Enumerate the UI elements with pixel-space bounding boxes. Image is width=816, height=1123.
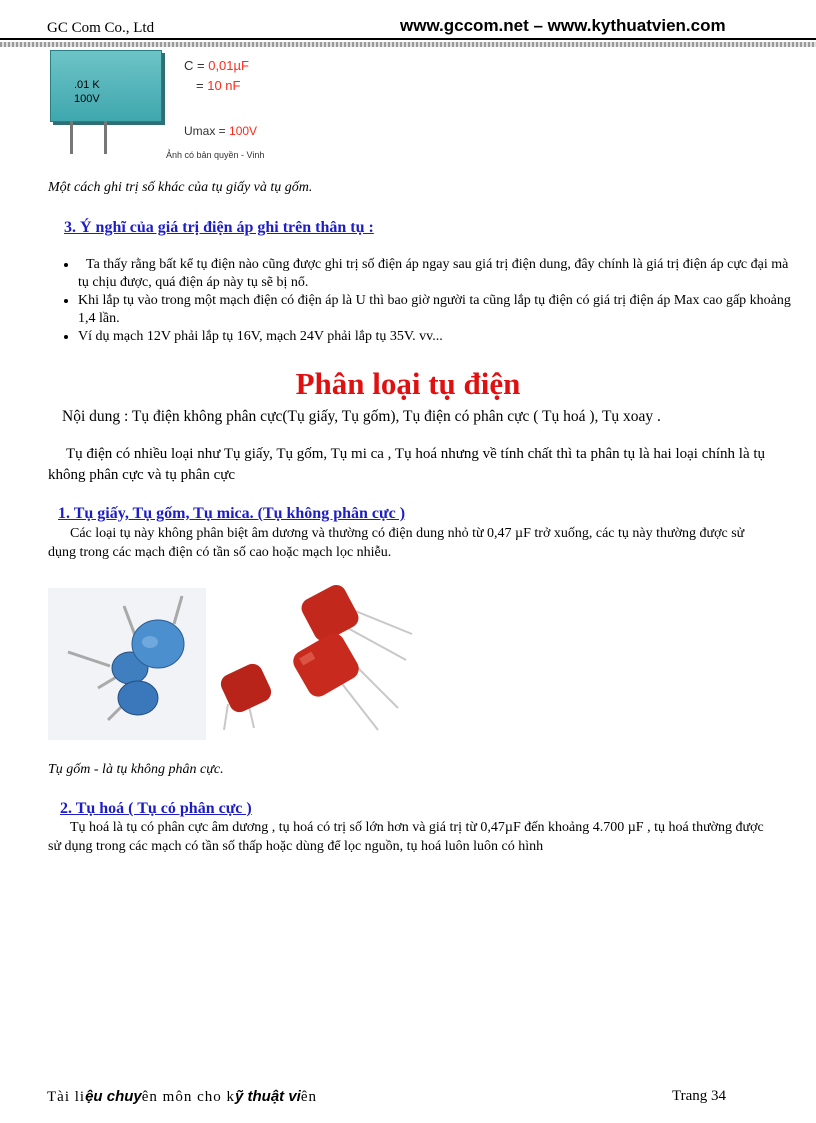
capacitor-lead-left [70,121,73,154]
section3-heading [48,219,374,237]
contents-line: Nội dung : Tụ điện không phân cực(Tụ giấy, Tụ gốm), Tụ điện có phân cực ( Tụ hoá ), Tụ xoay . [62,408,661,425]
section3-bullet-list [48,256,800,346]
capacitance-value: 0,01µF [208,58,249,73]
capacitance-formula [184,58,249,73]
capacitor-lead-right [104,121,107,154]
header-websites: www.gccom.net – www.kythuatvien.com [400,16,726,35]
list-item [78,256,800,292]
footer-title-part: Tài li [47,1089,86,1105]
section1-body: Các loại tụ này không phân biệt âm dương và thường có điện dung nhỏ từ 0,47 µF trở xuống, các tụ này thường được sử dụng trong các mạch điện có tần số cao hoặc mạch lọc nhiễu. [48,526,745,560]
image-copyright: Ảnh có bản quyền - Vinh [166,150,265,160]
capacitor-photo-illustration [48,580,414,742]
nanofarad-value: 10 nF [207,78,241,93]
capacitor-code-line1: .01 K [74,79,100,91]
list-item [78,328,800,346]
figure2-caption: Tụ gốm - là tụ không phân cực. [48,762,224,777]
header-rule-pattern [0,42,816,47]
footer-title-part: ên [300,1089,318,1105]
intro-paragraph: Tụ điện có nhiều loại như Tụ giấy, Tụ gốm, Tụ mi ca , Tụ hoá nhưng về tính chất thì ta phân tụ là hai loại chính là tụ không phân cực và tụ phân cực [48,446,766,483]
section2-heading-text: 2. Tụ hoá ( Tụ có phân cực ) [60,800,252,817]
footer-title-part: ỹ thuật vi [235,1088,301,1105]
header-company: GC Com Co., Ltd [47,20,155,36]
capacitance-label: C = [184,58,209,73]
list-item-text: Ta thấy rằng bất kể tụ điện nào cũng được ghi trị số điện áp ngay sau giá trị điện dung, đây chính là giá trị điện áp cực đại mà tụ chịu được, quá điện áp này tụ sẽ bị nổ. [78,257,789,290]
list-item-text: Ví dụ mạch 12V phải lắp tụ 16V, mạch 24V phải lắp tụ 35V. vv... [78,329,443,344]
footer-title-part: ên môn cho k [141,1089,235,1105]
list-item [78,292,800,328]
capacitor-code [74,78,100,106]
umax-formula [184,124,257,138]
capacitor-code-line2: 100V [74,93,100,105]
section2-body: Tụ hoá là tụ có phân cực âm dương , tụ hoá có trị số lớn hơn và giá trị từ 0,47µF đến khoảng 4.700 µF , tụ hoá thường được sử dụng trong các mạch có tần số thấp hoặc dùng để lọc nguồn, tụ hoá luôn luôn có hình [48,820,764,854]
section3-heading-text: 3. Ý nghĩ của giá trị điện áp ghi trên thân tụ : [64,219,374,236]
section1-heading: 1. Tụ giấy, Tụ gốm, Tụ mica. (Tụ không phân cực ) [58,505,406,522]
capacitor-marking-figure [44,50,294,170]
footer-title-part: ệu chuy [85,1088,142,1105]
capacitor-illustration [50,50,162,122]
header-rule [0,38,816,40]
figure1-caption: Một cách ghi trị số khác của tụ giấy và tụ gốm. [48,180,313,195]
nanofarad-prefix: = [196,78,208,93]
list-item-text: Khi lắp tụ vào trong một mạch điện có điện áp là U thì bao giờ người ta cũng lắp tụ điện có giá trị điện áp Max cao gấp khoảng 1,4 lần. [78,293,791,326]
capacitor-photos [48,580,414,742]
section2-heading [48,800,252,818]
page-number: Trang 34 [672,1088,727,1104]
footer-title [47,1088,317,1106]
nanofarad-formula [196,78,240,93]
umax-value: 100V [229,124,258,138]
umax-label: Umax = [184,124,230,138]
page-title: Phân loại tụ điện [295,366,521,401]
